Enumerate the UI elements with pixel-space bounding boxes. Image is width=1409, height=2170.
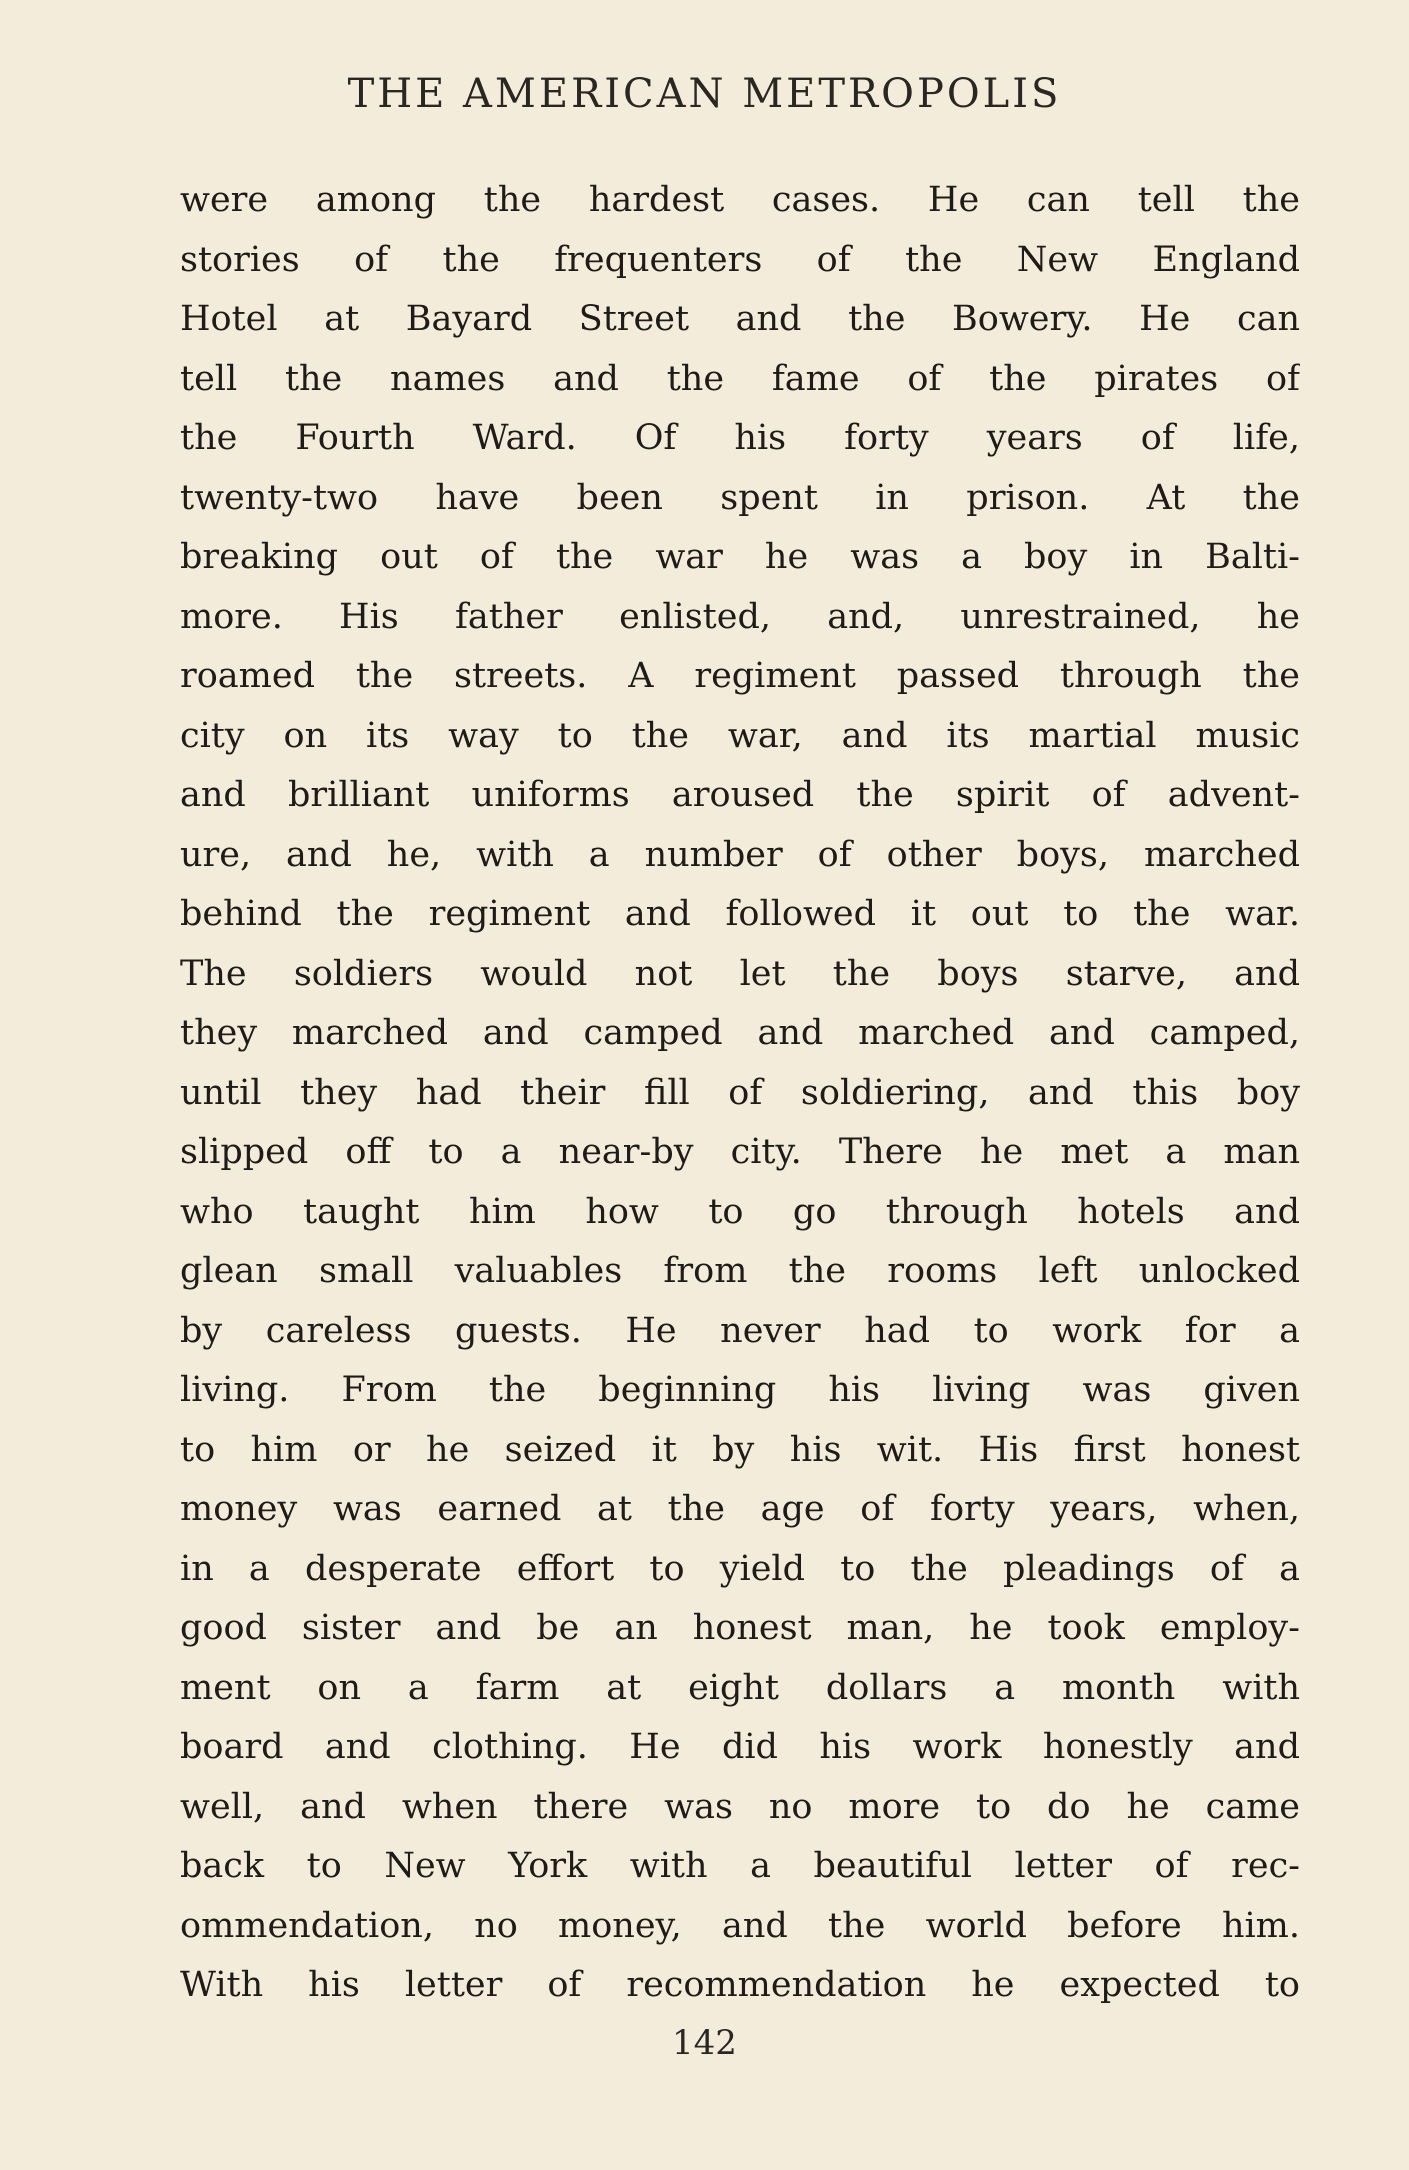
- text-line: city on its way to the war, and its martial music: [180, 715, 1300, 756]
- text-line: and brilliant uniforms aroused the spirit of advent-: [180, 775, 1300, 815]
- text-line: well, and when there was no more to do he came: [180, 1786, 1300, 1827]
- text-line: Hotel at Bayard Street and the Bowery. He can: [180, 299, 1300, 339]
- text-line: ommendation, no money, and the world before him.: [180, 1905, 1300, 1946]
- text-line: in a desperate effort to yield to the pleadings of a: [180, 1548, 1300, 1589]
- text-line: twenty-two have been spent in prison. At the: [180, 477, 1300, 518]
- text-line: back to New York with a beautiful letter of rec-: [180, 1846, 1300, 1886]
- text-line: the Fourth Ward. Of his forty years of life,: [180, 418, 1300, 458]
- text-line: board and clothing. He did his work honestly and: [180, 1727, 1300, 1767]
- text-line: they marched and camped and marched and camped,: [180, 1013, 1300, 1053]
- text-line: were among the hardest cases. He can tell the: [180, 180, 1300, 220]
- text-line: who taught him how to go through hotels and: [180, 1191, 1300, 1232]
- text-line: breaking out of the war he was a boy in Balti-: [180, 537, 1300, 577]
- body-text: [180, 171, 1300, 2016]
- running-head: THE AMERICAN METROPOLIS: [347, 71, 1062, 117]
- text-line: by careless guests. He never had to work for a: [180, 1310, 1300, 1351]
- text-line: until they had their fill of soldiering, and this boy: [180, 1072, 1300, 1113]
- text-line: more. His father enlisted, and, unrestrained, he: [180, 596, 1300, 637]
- text-line: to him or he seized it by his wit. His first honest: [180, 1429, 1300, 1470]
- text-line: tell the names and the fame of the pirates of: [180, 358, 1300, 399]
- text-line: living. From the beginning his living was given: [180, 1370, 1300, 1410]
- page-number: 142: [672, 2023, 737, 2063]
- text-line: ure, and he, with a number of other boys, marched: [180, 834, 1300, 875]
- text-line: roamed the streets. A regiment passed through the: [180, 656, 1300, 696]
- text-line: stories of the frequenters of the New England: [180, 239, 1300, 280]
- text-line: With his letter of recommendation he expected to: [180, 1965, 1300, 2005]
- text-line: money was earned at the age of forty years, when,: [180, 1489, 1300, 1529]
- text-line: slipped off to a near-by city. There he met a man: [180, 1132, 1300, 1172]
- text-line: glean small valuables from the rooms left unlocked: [180, 1251, 1300, 1291]
- text-line: ment on a farm at eight dollars a month with: [180, 1667, 1300, 1708]
- text-line: behind the regiment and followed it out to the war.: [180, 894, 1300, 934]
- text-line: good sister and be an honest man, he took employ-: [180, 1608, 1300, 1648]
- text-line: The soldiers would not let the boys starve, and: [180, 953, 1300, 994]
